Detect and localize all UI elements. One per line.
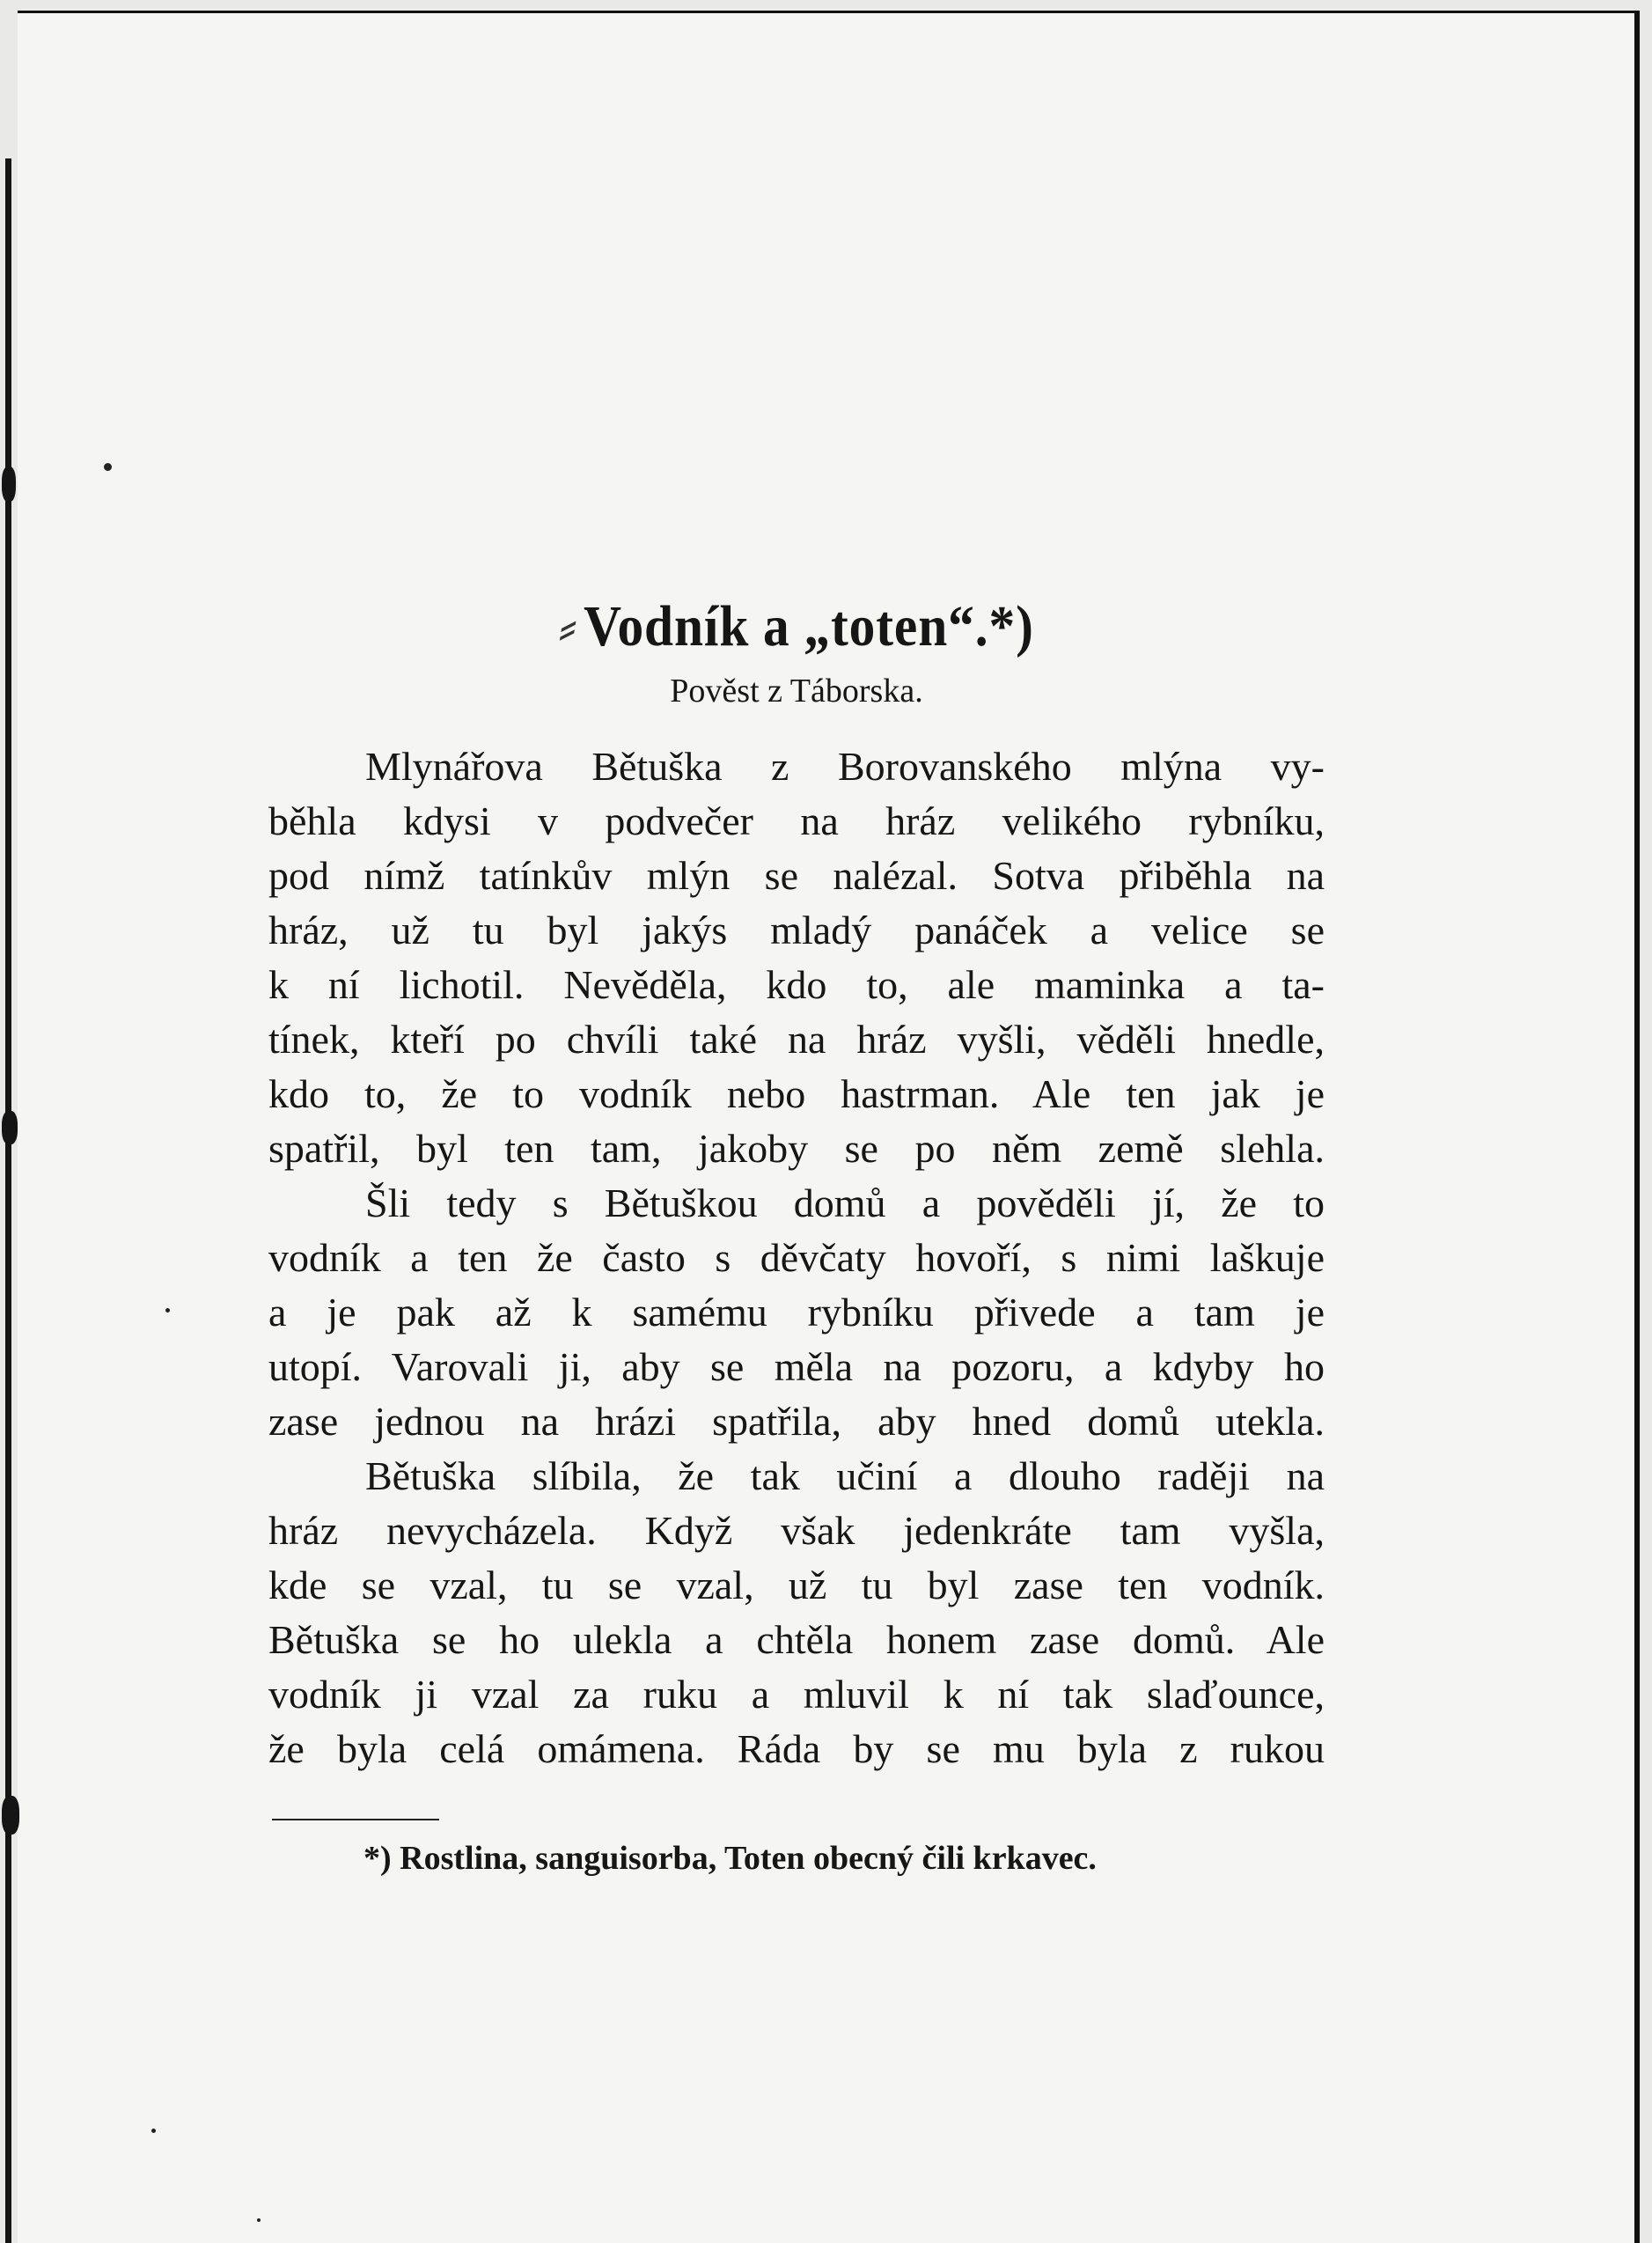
footnote-divider <box>272 1819 439 1820</box>
binding-stain <box>2 467 16 502</box>
text-line: Bětuška se ho ulekla a chtěla honem zase domů. Ale <box>268 1617 1325 1662</box>
story-body <box>268 739 1325 1776</box>
page-content <box>268 592 1325 1880</box>
text-line: a je pak až k samému rybníku přivede a tam je <box>268 1290 1325 1335</box>
binding-stain <box>2 1796 19 1835</box>
paper-speck <box>165 1308 170 1313</box>
footnote: *) Rostlina, sanguisorba, Toten obecný čili krkavec. <box>363 1840 1097 1877</box>
text-line: že byla celá omámena. Ráda by se mu byla z rukou <box>268 1726 1325 1771</box>
paper-speck <box>104 463 112 471</box>
text-line: kde se vzal, tu se vzal, už tu byl zase ten vodník. <box>268 1563 1325 1607</box>
text-line: běhla kdysi v podvečer na hráz velikého rybníku, <box>268 798 1325 843</box>
text-line: hráz nevycházela. Když však jedenkráte tam vyšla, <box>268 1508 1325 1553</box>
text-line: utopí. Varovali ji, aby se měla na pozoru, a kdyby ho <box>268 1344 1325 1389</box>
text-line: tínek, kteří po chvíli také na hráz vyšli, věděli hnedle, <box>268 1017 1325 1062</box>
text-line: hráz, už tu byl jakýs mladý panáček a velice se <box>268 908 1325 952</box>
text-line: vodník ji vzal za ruku a mluvil k ní tak slaďounce, <box>268 1672 1325 1717</box>
text-line: spatřil, byl ten tam, jakoby se po něm země slehla. <box>268 1126 1325 1171</box>
text-line: Mlynářova Bětuška z Borovanského mlýna vy- <box>365 744 1325 789</box>
paper-speck <box>151 2129 156 2133</box>
story-subtitle: Pověst z Táborska. <box>670 673 923 710</box>
text-line: Bětuška slíbila, že tak učiní a dlouho raději na <box>365 1453 1325 1498</box>
text-line: pod nímž tatínkův mlýn se nalézal. Sotva přiběhla na <box>268 853 1325 898</box>
binding-stain <box>2 1111 18 1144</box>
story-title <box>321 592 1272 662</box>
text-line: k ní lichotil. Nevěděla, kdo to, ale maminka a ta- <box>268 962 1325 1007</box>
pencil-mark: ⸗ <box>559 594 577 658</box>
title-text: Vodník a „toten“.*) <box>584 594 1034 658</box>
text-line: Šli tedy s Bětuškou domů a pověděli jí, že to <box>365 1180 1325 1225</box>
text-line: kdo to, že to vodník nebo hastrman. Ale ten jak je <box>268 1071 1325 1116</box>
paper-speck <box>257 2218 261 2222</box>
text-line: vodník a ten že často s děvčaty hovoří, s nimi laškuje <box>268 1235 1325 1280</box>
text-line: zase jednou na hrázi spatřila, aby hned domů utekla. <box>268 1399 1325 1444</box>
